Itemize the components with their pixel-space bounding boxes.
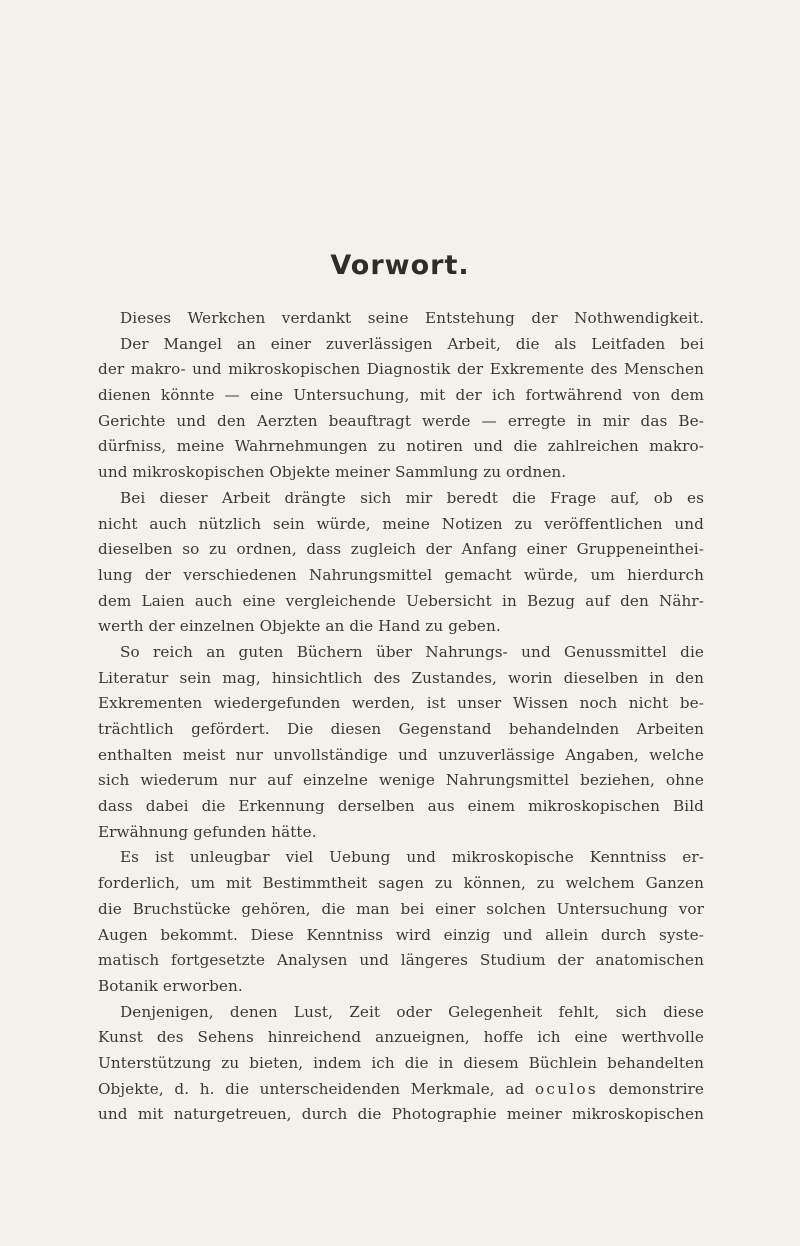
text-line <box>98 1077 704 1103</box>
text-line: sich wiederum nur auf einzelne wenige Nahrungsmittel beziehen, ohne <box>98 771 704 790</box>
text-line: matisch fortgesetzte Analysen und längeres Studium der anatomischen <box>98 951 704 970</box>
text-line: Denjenigen, denen Lust, Zeit oder Gelegenheit fehlt, sich diese <box>120 1002 704 1021</box>
text-line: Bei dieser Arbeit drängte sich mir beredt die Frage auf, ob es <box>120 488 704 507</box>
text-line: Augen bekommt. Diese Kenntniss wird einzig und allein durch syste- <box>98 925 704 944</box>
text-line: der makro- und mikroskopischen Diagnostik der Exkremente des Menschen <box>98 360 704 379</box>
text-line: Unterstützung zu bieten, indem ich die in diesem Büchlein behandelten <box>98 1053 704 1072</box>
text-line: dass dabei die Erkennung derselben aus einem mikroskopischen Bild <box>98 797 704 816</box>
text-fragment: Objekte, d. h. die unterscheidenden Merkmale, ad <box>98 1079 525 1098</box>
text-line: Erwähnung gefunden hätte. <box>98 822 317 841</box>
text-line: dürfniss, meine Wahrnehmungen zu notiren und die zahlreichen makro- <box>98 437 704 456</box>
spaced-phrase: oculos <box>534 1079 598 1098</box>
text-line: Kunst des Sehens hinreichend anzueignen, hoffe ich eine werthvolle <box>98 1028 704 1047</box>
text-line: forderlich, um mit Bestimmtheit sagen zu können, zu welchem Ganzen <box>98 874 704 893</box>
text-line: Der Mangel an einer zuverlässigen Arbeit, die als Leitfaden bei <box>120 334 704 353</box>
text-line: und mikroskopischen Objekte meiner Sammlung zu ordnen. <box>98 463 567 482</box>
text-line: Botanik erworben. <box>98 976 243 995</box>
preface-heading: Vorwort. <box>330 250 470 281</box>
text-line: dienen könnte — eine Untersuchung, mit der ich fortwährend von dem <box>98 386 704 405</box>
text-line: Gerichte und den Aerzten beauftragt werde — erregte in mir das Be- <box>98 411 704 430</box>
text-line: enthalten meist nur unvollständige und unzuverlässige Angaben, welche <box>98 745 704 764</box>
text-line: dem Laien auch eine vergleichende Uebersicht in Bezug auf den Nähr- <box>98 591 704 610</box>
text-line: und mit naturgetreuen, durch die Photographie meiner mikroskopischen <box>98 1105 704 1124</box>
text-line: nicht auch nützlich sein würde, meine Notizen zu veröffentlichen und <box>98 514 704 533</box>
text-line: Dieses Werkchen verdankt seine Entstehung der Nothwendigkeit. <box>120 309 704 327</box>
text-line: die Bruchstücke gehören, die man bei einer solchen Untersuchung vor <box>98 899 704 918</box>
text-line: So reich an guten Büchern über Nahrungs- und Genussmittel die <box>120 642 704 661</box>
text-line: Literatur sein mag, hinsichtlich des Zustandes, worin dieselben in den <box>98 668 704 687</box>
text-line: trächtlich gefördert. Die diesen Gegenstand behandelnden Arbeiten <box>98 720 704 738</box>
text-fragment: demonstrire <box>608 1079 705 1098</box>
text-line: Es ist unleugbar viel Uebung und mikroskopische Kenntniss er- <box>120 848 704 867</box>
text-line: Exkrementen wiedergefunden werden, ist unser Wissen noch nicht be- <box>98 694 704 713</box>
preface-text <box>98 306 704 1128</box>
text-line: werth der einzelnen Objekte an die Hand zu geben. <box>98 617 501 636</box>
text-line: lung der verschiedenen Nahrungsmittel gemacht würde, um hierdurch <box>98 565 704 584</box>
text-line: dieselben so zu ordnen, dass zugleich der Anfang einer Gruppeneinthei- <box>98 540 704 559</box>
